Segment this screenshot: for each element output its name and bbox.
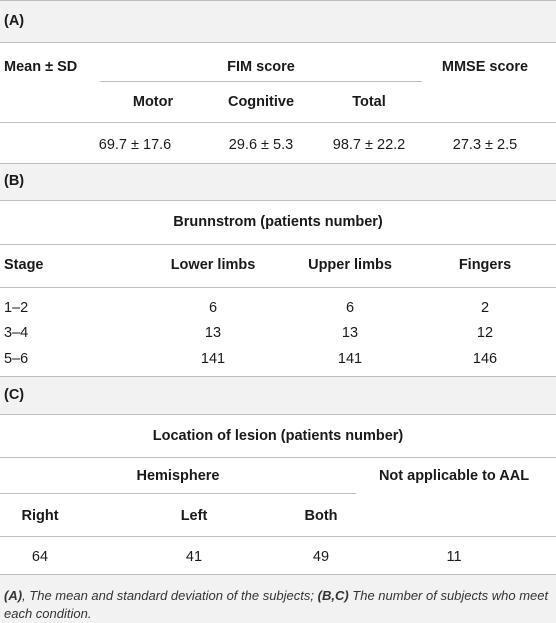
not-applicable-value: 11 xyxy=(446,549,462,565)
caption-text-a: , The mean and standard deviation of the subjects; xyxy=(22,588,318,603)
rule xyxy=(100,81,422,82)
upper-limbs-cell: 141 xyxy=(337,351,363,367)
total-value: 98.7 ± 22.2 xyxy=(332,137,406,153)
section-b-label-band xyxy=(0,163,556,200)
rule xyxy=(0,287,556,288)
stage-cell: 5–6 xyxy=(4,351,29,367)
hemisphere-header: Hemisphere xyxy=(136,468,220,484)
fingers-cell: 146 xyxy=(472,351,498,367)
section-b-label: (B) xyxy=(4,173,25,189)
mmse-score-header: MMSE score xyxy=(441,59,529,75)
cognitive-value: 29.6 ± 5.3 xyxy=(228,137,294,153)
section-a-label-band xyxy=(0,0,556,42)
section-c-label-band xyxy=(0,376,556,414)
rule xyxy=(0,163,556,164)
caption-label-a: (A) xyxy=(4,588,23,603)
lower-limbs-cell: 13 xyxy=(204,325,222,341)
right-value: 64 xyxy=(31,549,49,565)
motor-header: Motor xyxy=(132,94,174,110)
rule xyxy=(0,122,556,123)
upper-limbs-column-header: Upper limbs xyxy=(308,257,392,273)
rule xyxy=(0,0,556,1)
rule xyxy=(0,244,556,245)
both-value: 49 xyxy=(312,549,330,565)
right-header: Right xyxy=(21,508,59,524)
lower-limbs-cell: 6 xyxy=(208,300,218,316)
left-value: 41 xyxy=(185,549,203,565)
mmse-value: 27.3 ± 2.5 xyxy=(452,137,518,153)
stage-cell: 3–4 xyxy=(4,325,29,341)
rule xyxy=(0,376,556,377)
upper-limbs-cell: 6 xyxy=(345,300,355,316)
mean-sd-row-label: Mean ± SD xyxy=(4,59,78,75)
cognitive-header: Cognitive xyxy=(227,94,295,110)
rule xyxy=(0,536,556,537)
caption-label-bc: (B,C) xyxy=(317,588,349,603)
brunnstrom-header: Brunnstrom (patients number) xyxy=(173,214,383,230)
lower-limbs-column-header: Lower limbs xyxy=(170,257,256,273)
stage-column-header: Stage xyxy=(4,257,44,273)
caption-text-bc: The number of subjects who meet each condition. xyxy=(4,588,549,621)
section-c-label: (C) xyxy=(4,387,25,403)
rule xyxy=(0,574,556,575)
rule xyxy=(0,457,556,458)
both-header: Both xyxy=(304,508,338,524)
motor-value: 69.7 ± 17.6 xyxy=(98,137,172,153)
fim-score-header: FIM score xyxy=(227,59,295,75)
lower-limbs-cell: 141 xyxy=(200,351,226,367)
rule xyxy=(0,493,356,494)
fingers-cell: 12 xyxy=(476,325,494,341)
rule xyxy=(0,42,556,43)
rule xyxy=(0,200,556,201)
total-header: Total xyxy=(352,94,386,110)
stage-cell: 1–2 xyxy=(4,300,29,316)
rule xyxy=(0,414,556,415)
fingers-cell: 2 xyxy=(480,300,490,316)
table-caption xyxy=(4,587,552,623)
lesion-location-header: Location of lesion (patients number) xyxy=(152,428,404,444)
not-applicable-header: Not applicable to AAL xyxy=(378,468,530,484)
section-a-label: (A) xyxy=(4,13,25,29)
upper-limbs-cell: 13 xyxy=(341,325,359,341)
fingers-column-header: Fingers xyxy=(458,257,512,273)
left-header: Left xyxy=(180,508,208,524)
